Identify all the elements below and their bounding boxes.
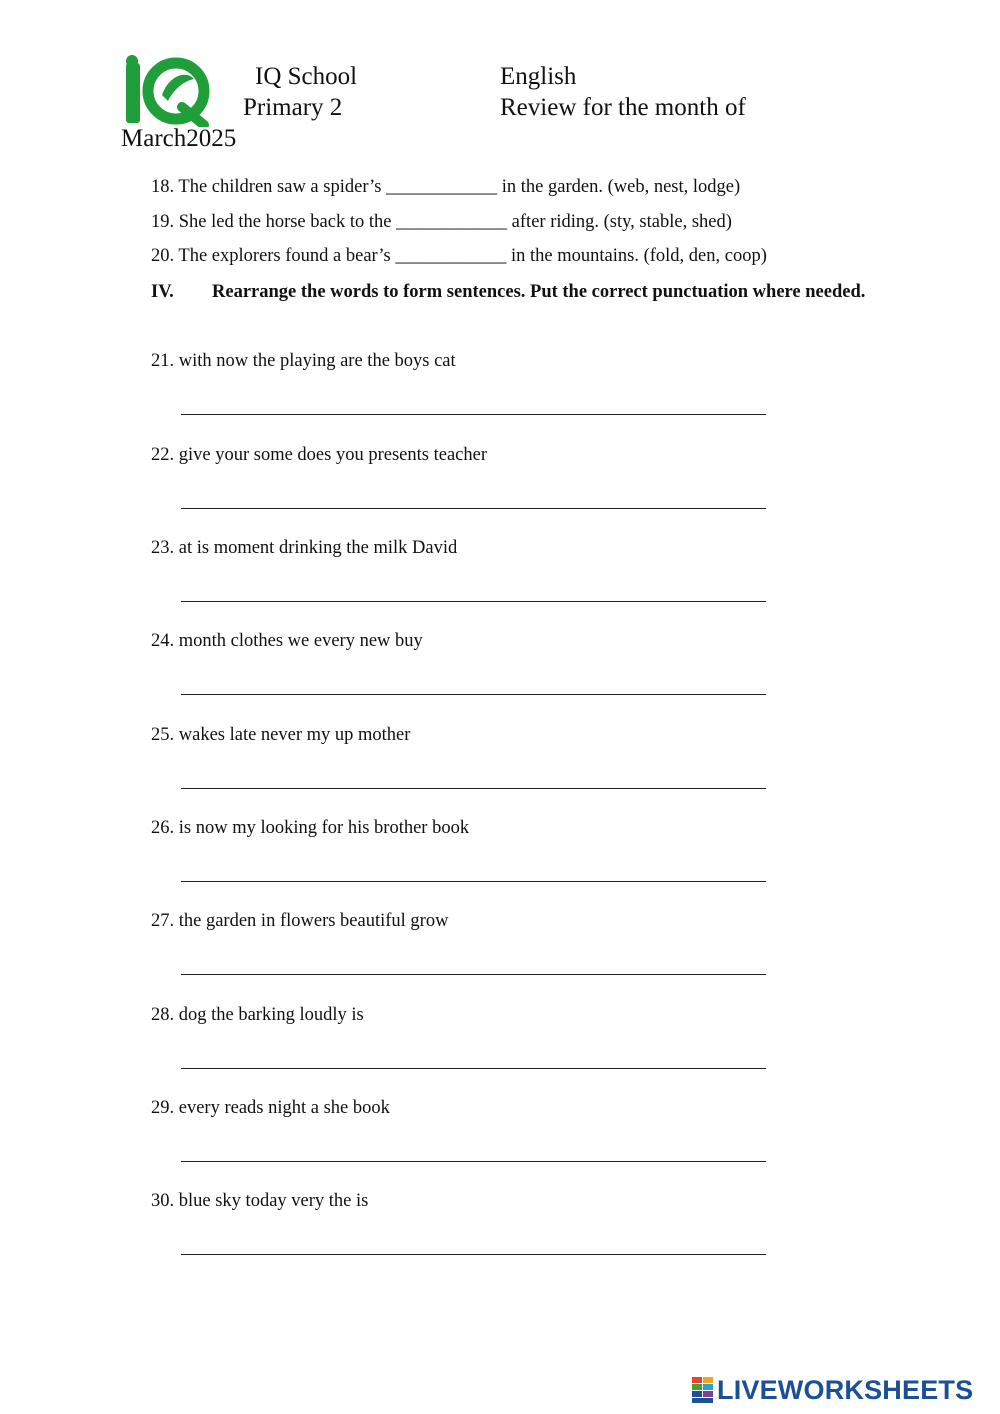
question-30: 30. blue sky today very the is	[151, 1191, 369, 1211]
brand-text: LIVEWORKSHEETS	[717, 1375, 974, 1405]
answer-line-29[interactable]	[181, 1161, 766, 1162]
answer-line-24[interactable]	[181, 694, 766, 695]
answer-line-28[interactable]	[181, 1068, 766, 1069]
section-instruction: Rearrange the words to form sentences. Put the correct punctuation where needed.	[212, 282, 866, 302]
section-number: IV.	[151, 282, 174, 302]
question-23: 23. at is moment drinking the milk David	[151, 538, 458, 558]
answer-line-21[interactable]	[181, 414, 766, 415]
question-24: 24. month clothes we every new buy	[151, 631, 423, 651]
question-26: 26. is now my looking for his brother book	[151, 818, 470, 838]
question-22: 22. give your some does you presents teacher	[151, 445, 487, 465]
question-29: 29. every reads night a she book	[151, 1098, 390, 1118]
question-21: 21. with now the playing are the boys cat	[151, 351, 456, 371]
question-25: 25. wakes late never my up mother	[151, 725, 411, 745]
answer-line-25[interactable]	[181, 788, 766, 789]
iq-school-logo	[122, 55, 210, 127]
question-27: 27. the garden in flowers beautiful grow	[151, 911, 449, 931]
question-18[interactable]: 18. The children saw a spider’s ____________ in the garden. (web, nest, lodge)	[151, 177, 741, 197]
question-20[interactable]: 20. The explorers found a bear’s _______​_____ in the mountains. (fold, den, coop)	[151, 246, 767, 266]
question-28: 28. dog the barking loudly is	[151, 1005, 364, 1025]
subject-title: English	[500, 63, 577, 90]
answer-line-30[interactable]	[181, 1254, 766, 1255]
answer-line-22[interactable]	[181, 508, 766, 509]
answer-line-26[interactable]	[181, 881, 766, 882]
review-label: Review for the month of	[500, 94, 746, 121]
question-19[interactable]: 19. She led the horse back to the ____________ after riding. (sty, stable, shed)	[151, 212, 732, 232]
answer-line-27[interactable]	[181, 974, 766, 975]
answer-line-23[interactable]	[181, 601, 766, 602]
grade-level: Primary 2	[243, 94, 343, 121]
review-month: March2025	[121, 125, 237, 152]
liveworksheets-brand[interactable]	[692, 1375, 973, 1405]
school-name: IQ School	[255, 63, 358, 90]
liveworksheets-logo-icon	[692, 1377, 714, 1403]
